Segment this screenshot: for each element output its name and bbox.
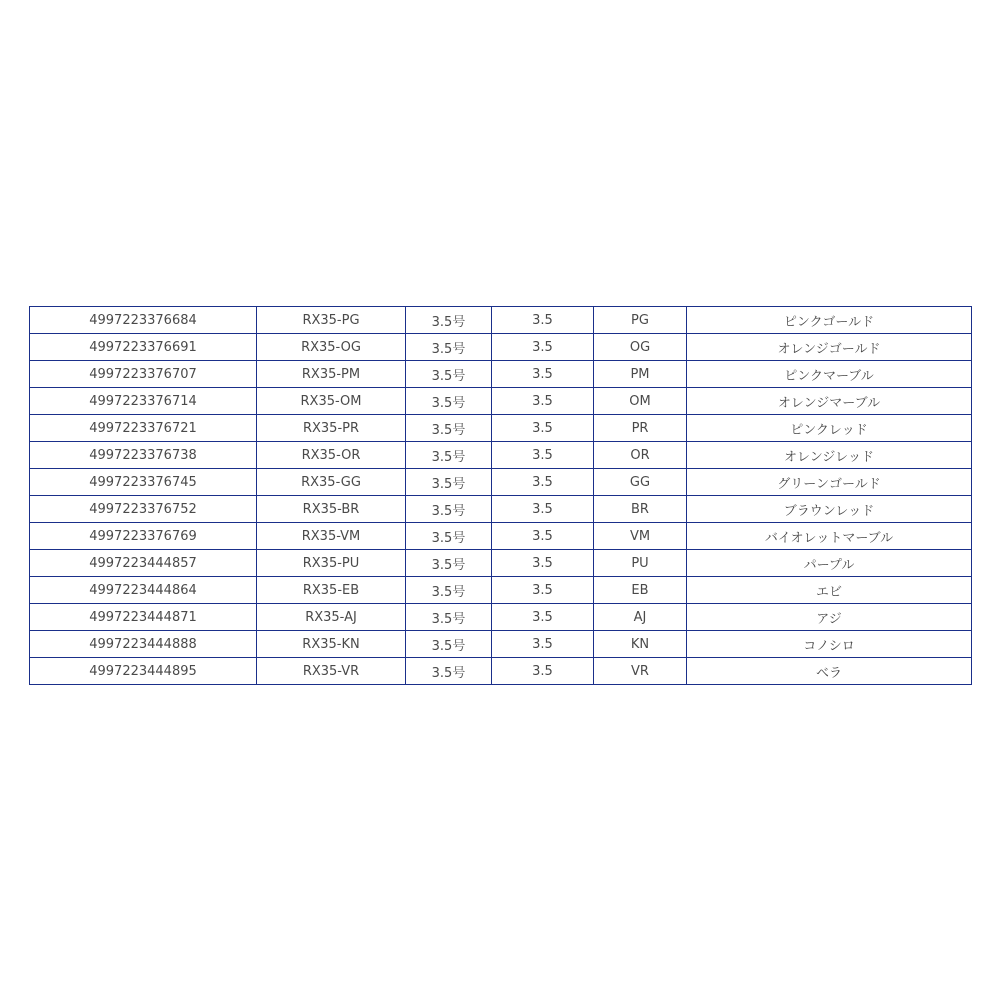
jan-code-cell: 4997223444895 <box>30 658 257 685</box>
jan-code-cell: 4997223376691 <box>30 334 257 361</box>
color-name-cell: ブラウンレッド <box>687 496 972 523</box>
size-cell: 3.5号 <box>406 577 492 604</box>
color-code-cell: PU <box>594 550 687 577</box>
jan-code-cell: 4997223376721 <box>30 415 257 442</box>
color-name-cell: ベラ <box>687 658 972 685</box>
number-cell: 3.5 <box>492 415 594 442</box>
size-cell: 3.5号 <box>406 334 492 361</box>
model-cell: RX35-PM <box>257 361 406 388</box>
color-code-cell: AJ <box>594 604 687 631</box>
jan-code-cell: 4997223376745 <box>30 469 257 496</box>
model-cell: RX35-PG <box>257 307 406 334</box>
table-row <box>30 469 972 496</box>
table-row <box>30 550 972 577</box>
product-spec-table-body <box>30 307 972 685</box>
number-cell: 3.5 <box>492 442 594 469</box>
size-cell: 3.5号 <box>406 550 492 577</box>
color-name-cell: アジ <box>687 604 972 631</box>
size-cell: 3.5号 <box>406 658 492 685</box>
model-cell: RX35-OG <box>257 334 406 361</box>
table-row <box>30 523 972 550</box>
jan-code-cell: 4997223376769 <box>30 523 257 550</box>
color-code-cell: PR <box>594 415 687 442</box>
color-code-cell: OM <box>594 388 687 415</box>
size-cell: 3.5号 <box>406 523 492 550</box>
product-spec-sheet <box>29 306 971 685</box>
number-cell: 3.5 <box>492 496 594 523</box>
size-cell: 3.5号 <box>406 442 492 469</box>
number-cell: 3.5 <box>492 631 594 658</box>
model-cell: RX35-PR <box>257 415 406 442</box>
number-cell: 3.5 <box>492 658 594 685</box>
table-row <box>30 442 972 469</box>
size-cell: 3.5号 <box>406 388 492 415</box>
size-cell: 3.5号 <box>406 307 492 334</box>
color-name-cell: ピンクレッド <box>687 415 972 442</box>
color-name-cell: オレンジレッド <box>687 442 972 469</box>
color-name-cell: ピンクゴールド <box>687 307 972 334</box>
model-cell: RX35-OM <box>257 388 406 415</box>
number-cell: 3.5 <box>492 523 594 550</box>
color-code-cell: PG <box>594 307 687 334</box>
model-cell: RX35-OR <box>257 442 406 469</box>
model-cell: RX35-EB <box>257 577 406 604</box>
color-name-cell: エビ <box>687 577 972 604</box>
size-cell: 3.5号 <box>406 631 492 658</box>
table-row <box>30 334 972 361</box>
number-cell: 3.5 <box>492 577 594 604</box>
jan-code-cell: 4997223444864 <box>30 577 257 604</box>
table-row <box>30 415 972 442</box>
jan-code-cell: 4997223444871 <box>30 604 257 631</box>
jan-code-cell: 4997223376684 <box>30 307 257 334</box>
color-code-cell: VM <box>594 523 687 550</box>
color-name-cell: オレンジマーブル <box>687 388 972 415</box>
model-cell: RX35-VR <box>257 658 406 685</box>
color-name-cell: グリーンゴールド <box>687 469 972 496</box>
jan-code-cell: 4997223376707 <box>30 361 257 388</box>
color-code-cell: KN <box>594 631 687 658</box>
color-code-cell: VR <box>594 658 687 685</box>
model-cell: RX35-VM <box>257 523 406 550</box>
table-row <box>30 388 972 415</box>
table-row <box>30 361 972 388</box>
jan-code-cell: 4997223444888 <box>30 631 257 658</box>
number-cell: 3.5 <box>492 550 594 577</box>
number-cell: 3.5 <box>492 469 594 496</box>
jan-code-cell: 4997223376738 <box>30 442 257 469</box>
table-row <box>30 604 972 631</box>
color-code-cell: PM <box>594 361 687 388</box>
color-code-cell: BR <box>594 496 687 523</box>
table-row <box>30 307 972 334</box>
number-cell: 3.5 <box>492 604 594 631</box>
color-name-cell: パープル <box>687 550 972 577</box>
product-spec-table <box>29 306 972 685</box>
color-name-cell: コノシロ <box>687 631 972 658</box>
color-code-cell: EB <box>594 577 687 604</box>
number-cell: 3.5 <box>492 334 594 361</box>
size-cell: 3.5号 <box>406 496 492 523</box>
size-cell: 3.5号 <box>406 361 492 388</box>
number-cell: 3.5 <box>492 307 594 334</box>
number-cell: 3.5 <box>492 388 594 415</box>
number-cell: 3.5 <box>492 361 594 388</box>
jan-code-cell: 4997223444857 <box>30 550 257 577</box>
model-cell: RX35-GG <box>257 469 406 496</box>
color-name-cell: オレンジゴールド <box>687 334 972 361</box>
color-code-cell: GG <box>594 469 687 496</box>
size-cell: 3.5号 <box>406 604 492 631</box>
model-cell: RX35-BR <box>257 496 406 523</box>
color-code-cell: OR <box>594 442 687 469</box>
model-cell: RX35-AJ <box>257 604 406 631</box>
jan-code-cell: 4997223376752 <box>30 496 257 523</box>
table-row <box>30 631 972 658</box>
table-row <box>30 577 972 604</box>
color-code-cell: OG <box>594 334 687 361</box>
color-name-cell: ピンクマーブル <box>687 361 972 388</box>
color-name-cell: バイオレットマーブル <box>687 523 972 550</box>
model-cell: RX35-PU <box>257 550 406 577</box>
size-cell: 3.5号 <box>406 415 492 442</box>
size-cell: 3.5号 <box>406 469 492 496</box>
jan-code-cell: 4997223376714 <box>30 388 257 415</box>
table-row <box>30 658 972 685</box>
table-row <box>30 496 972 523</box>
model-cell: RX35-KN <box>257 631 406 658</box>
